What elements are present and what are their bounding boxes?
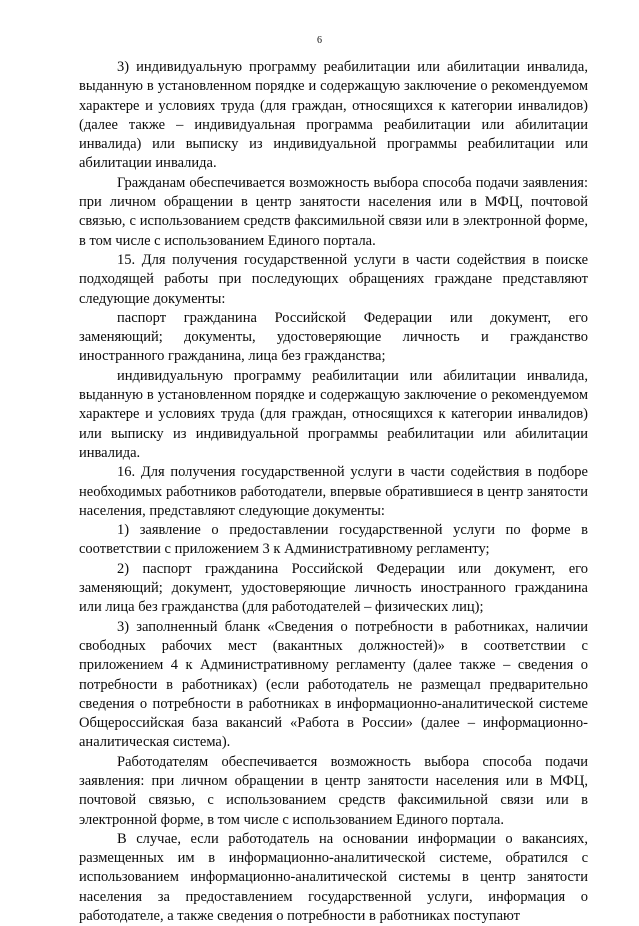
paragraph-passport: паспорт гражданина Российской Федерации или документ, его заменяющий; документы, удостоверяющие личность и гражданство иностранного гражданина, лица без гражданства; [79,309,588,365]
paragraph-ipr: индивидуальную программу реабилитации или абилитации инвалида, выданную в установленном порядке и содержащую заключение о рекомендуемом характере и условиях труда (для граждан, относящихся к категории инвалидов) или выписку из индивидуальной программы реабилитации или абилитации инвалида. [79,367,588,461]
paragraph-clause-16-item-3: 3) заполненный бланк «Сведения о потребности в работниках, наличии свободных рабочих мест (вакантных должностей)» в соответствии с приложением 4 к Административному регламенту (далее также – сведения о потребности в работниках) (если работодатель не размещал предварительно сведения о потребности в работниках в информационно-аналитической системе Общероссийская база вакансий «Работа в России» (далее – информационно-аналитическая система). [79,618,588,751]
document-body [79,58,588,926]
paragraph-citizens-submission-methods: Гражданам обеспечивается возможность выбора способа подачи заявления: при личном обращении в центр занятости населения или в МФЦ, почтовой связью, с использованием средств факсимильной связи или в электронной форме, в том числе с использованием Единого портала. [79,174,588,249]
paragraph-employer-online-case: В случае, если работодатель на основании информации о вакансиях, размещенных им в информационно-аналитической системе, обратился с использованием информационно-аналитической системы в центр занятости населения за предоставлением государственной услуги, информация о работодателе, а также сведения о потребности в работниках поступают [79,830,588,925]
paragraph-item-3-ipr: 3) индивидуальную программу реабилитации или абилитации инвалида, выданную в установленном порядке и содержащую заключение о рекомендуемом характере и условиях труда (для граждан, относящихся к категории инвалидов) (далее также – индивидуальная программа реабилитации или абилитации инвалида) или выписку из индивидуальной программы реабилитации или абилитации инвалида. [79,59,588,172]
paragraph-clause-16-item-1: 1) заявление о предоставлении государственной услуги по форме в соответствии с приложением 3 к Административному регламенту; [79,522,588,558]
paragraph-employers-submission-methods: Работодателям обеспечивается возможность выбора способа подачи заявления: при личном обращении в центр занятости населения или в МФЦ, почтовой связью, с использованием средств факсимильной связи или в электронной форме, в том числе с использованием Единого портала. [79,753,588,828]
paragraph-clause-16-item-2: 2) паспорт гражданина Российской Федерации или документ, его заменяющий; документ, удостоверяющие личность иностранного гражданина или лица без гражданства (для работодателей – физических лиц); [79,560,588,616]
paragraph-clause-16: 16. Для получения государственной услуги в части содействия в подборе необходимых работников работодатели, впервые обратившиеся в центр занятости населения, представляют следующие документы: [79,464,588,519]
page-number: 6 [317,35,322,46]
paragraph-clause-15: 15. Для получения государственной услуги в части содействия в поиске подходящей работы при последующих обращениях граждане представляют следующие документы: [79,251,588,307]
